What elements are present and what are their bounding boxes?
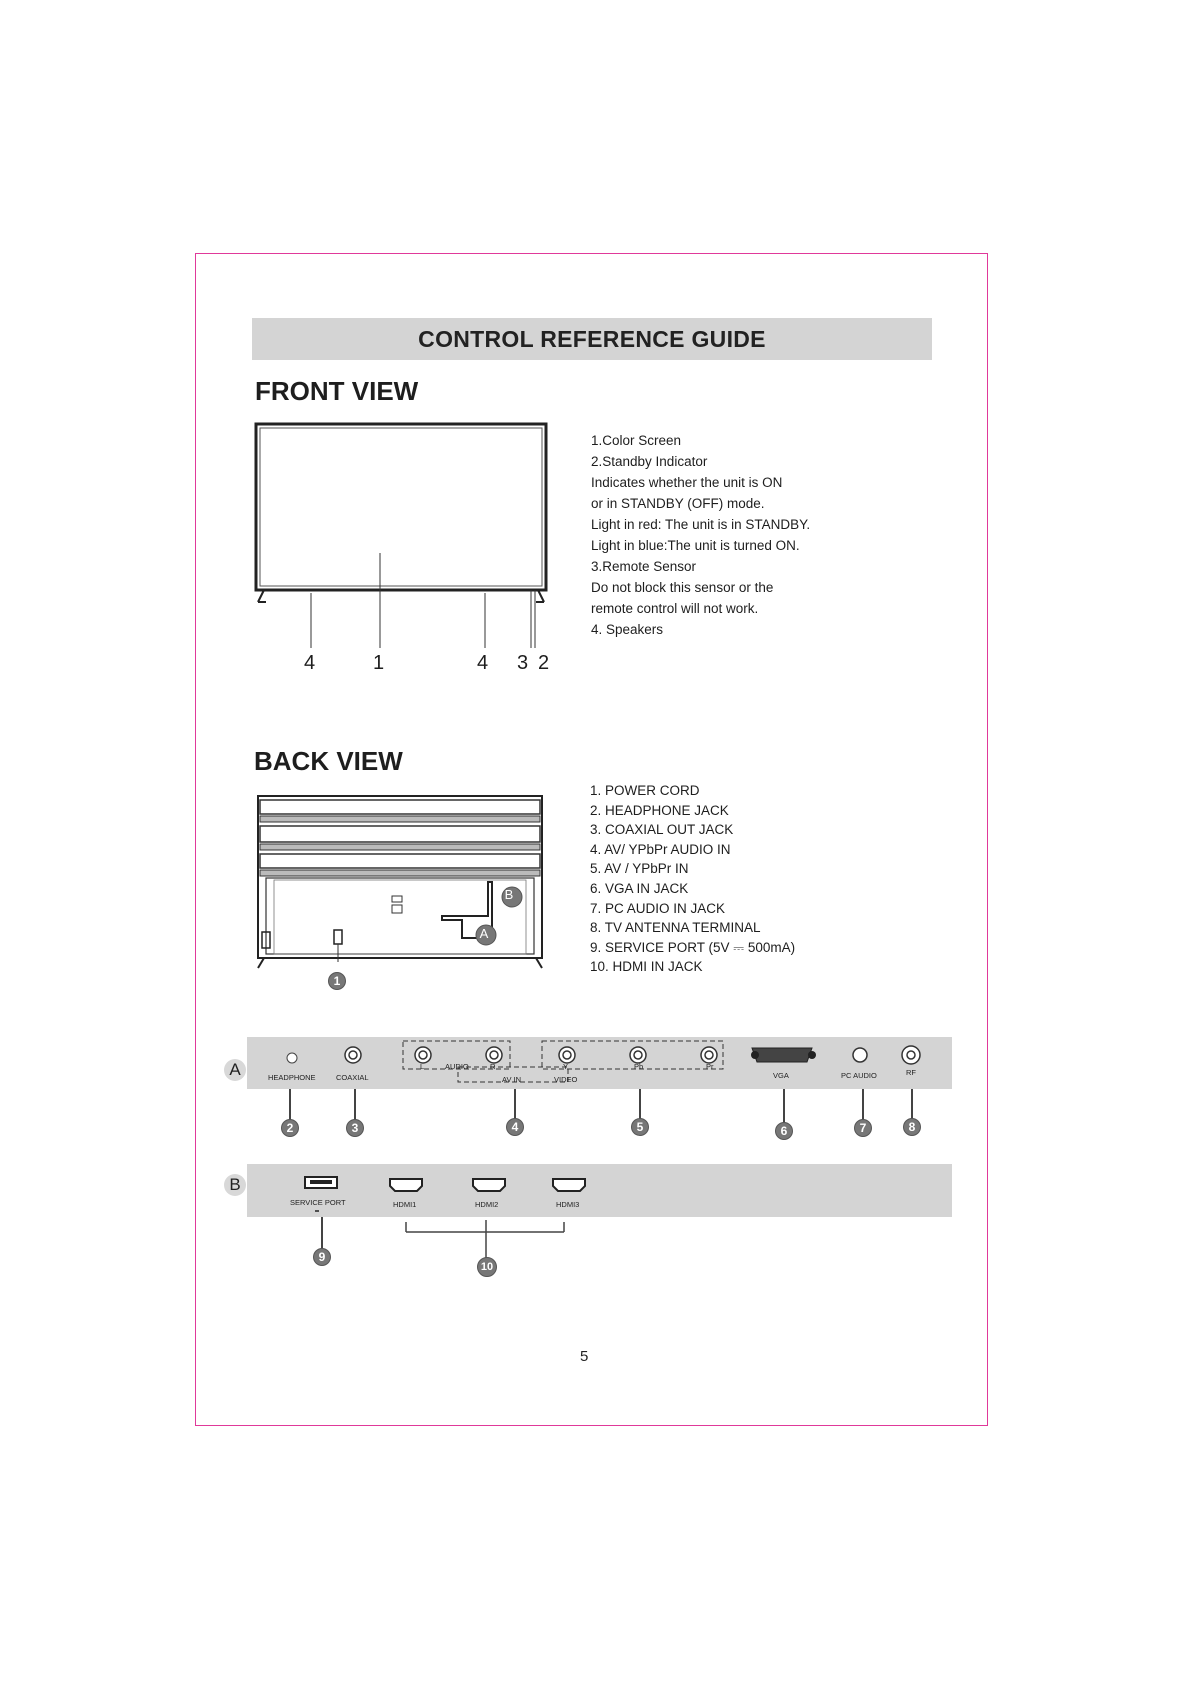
front-desc-line: Do not block this sensor or the bbox=[591, 580, 774, 595]
tv-front-illustration bbox=[250, 418, 560, 680]
front-desc-line: 2.Standby Indicator bbox=[591, 454, 708, 469]
back-desc-line: 6. VGA IN JACK bbox=[590, 880, 689, 896]
callout-power-cord: 1 bbox=[328, 972, 346, 990]
label-pr: Pr bbox=[706, 1062, 714, 1071]
front-desc-line: 3.Remote Sensor bbox=[591, 559, 697, 574]
leader-line bbox=[354, 1089, 356, 1121]
back-marker-b: B bbox=[504, 886, 514, 902]
page-title: CONTROL REFERENCE GUIDE bbox=[418, 325, 766, 352]
callout-remote-sensor: 3 bbox=[517, 652, 529, 674]
label-audio: AUDIO bbox=[445, 1062, 469, 1071]
label-rf: RF bbox=[906, 1068, 916, 1077]
label-vga: VGA bbox=[773, 1071, 789, 1080]
callout-coaxial: 3 bbox=[346, 1119, 364, 1137]
label-audio-r: R bbox=[490, 1062, 496, 1071]
callout-speaker-left: 4 bbox=[304, 652, 316, 674]
label-av-in: AV IN bbox=[502, 1075, 522, 1084]
callout-pc-audio: 7 bbox=[854, 1119, 872, 1137]
front-desc-line: remote control will not work. bbox=[591, 601, 759, 616]
front-view-description bbox=[591, 430, 810, 640]
label-hdmi2: HDMI2 bbox=[475, 1200, 499, 1209]
label-hdmi3: HDMI3 bbox=[556, 1200, 580, 1209]
callout-screen: 1 bbox=[373, 652, 385, 674]
back-desc-line: 8. TV ANTENNA TERMINAL bbox=[590, 920, 761, 936]
front-desc-line: Light in red: The unit is in STANDBY. bbox=[591, 517, 811, 532]
page-number: 5 bbox=[580, 1348, 589, 1365]
label-coaxial: COAXIAL bbox=[336, 1073, 369, 1082]
back-desc-line: 2. HEADPHONE JACK bbox=[590, 802, 729, 818]
title-banner bbox=[252, 318, 932, 360]
callout-av-audio-in: 4 bbox=[506, 1118, 524, 1136]
back-desc-line: 10. HDMI IN JACK bbox=[590, 959, 703, 975]
front-desc-line: 1.Color Screen bbox=[591, 433, 682, 448]
leader-line bbox=[862, 1089, 864, 1121]
front-desc-line: or in STANDBY (OFF) mode. bbox=[591, 496, 765, 511]
label-pb: Pb bbox=[634, 1062, 644, 1071]
front-view-heading: FRONT VIEW bbox=[255, 376, 419, 406]
label-y: Y bbox=[563, 1062, 569, 1071]
callout-speaker-right: 4 bbox=[477, 652, 489, 674]
leader-line bbox=[911, 1089, 913, 1121]
panel-a-letter: A bbox=[224, 1059, 246, 1081]
panel-b-letter: B bbox=[224, 1174, 246, 1196]
back-desc-line: 4. AV/ YPbPr AUDIO IN bbox=[590, 841, 731, 857]
back-marker-a: A bbox=[479, 925, 489, 941]
leader-line bbox=[639, 1089, 641, 1121]
leader-line bbox=[783, 1089, 785, 1124]
back-desc-line: 5. AV / YPbPr IN bbox=[590, 861, 689, 877]
callout-hdmi: 10 bbox=[477, 1257, 497, 1277]
callout-vga: 6 bbox=[775, 1122, 793, 1140]
label-video: VIDEO bbox=[554, 1075, 578, 1084]
front-desc-line: Light in blue:The unit is turned ON. bbox=[591, 538, 800, 553]
front-desc-line: 4. Speakers bbox=[591, 622, 664, 637]
tv-back-illustration bbox=[252, 792, 550, 972]
label-headphone: HEADPHONE bbox=[268, 1073, 316, 1082]
callout-service-port: 9 bbox=[313, 1248, 331, 1266]
label-audio-l: L bbox=[420, 1062, 425, 1071]
back-desc-line: 9. SERVICE PORT (5V ⎓ 500mA) bbox=[590, 939, 796, 955]
back-desc-line: 7. PC AUDIO IN JACK bbox=[590, 900, 726, 916]
back-view-description bbox=[590, 781, 795, 977]
label-pc-audio: PC AUDIO bbox=[841, 1071, 877, 1080]
back-desc-line: 3. COAXIAL OUT JACK bbox=[590, 822, 734, 838]
leader-line bbox=[321, 1217, 323, 1251]
leader-line bbox=[514, 1089, 516, 1121]
back-view-heading: BACK VIEW bbox=[254, 746, 403, 776]
front-desc-line: Indicates whether the unit is ON bbox=[591, 475, 783, 490]
label-hdmi1: HDMI1 bbox=[393, 1200, 417, 1209]
back-desc-line: 1. POWER CORD bbox=[590, 783, 700, 798]
label-service-port: SERVICE PORT bbox=[290, 1198, 346, 1207]
leader-line bbox=[289, 1089, 291, 1121]
callout-ypbpr-in: 5 bbox=[631, 1118, 649, 1136]
callout-rf: 8 bbox=[903, 1118, 921, 1136]
callout-headphone: 2 bbox=[281, 1119, 299, 1137]
callout-standby-indicator: 2 bbox=[538, 652, 550, 674]
panel-b-connectors bbox=[247, 1164, 952, 1217]
